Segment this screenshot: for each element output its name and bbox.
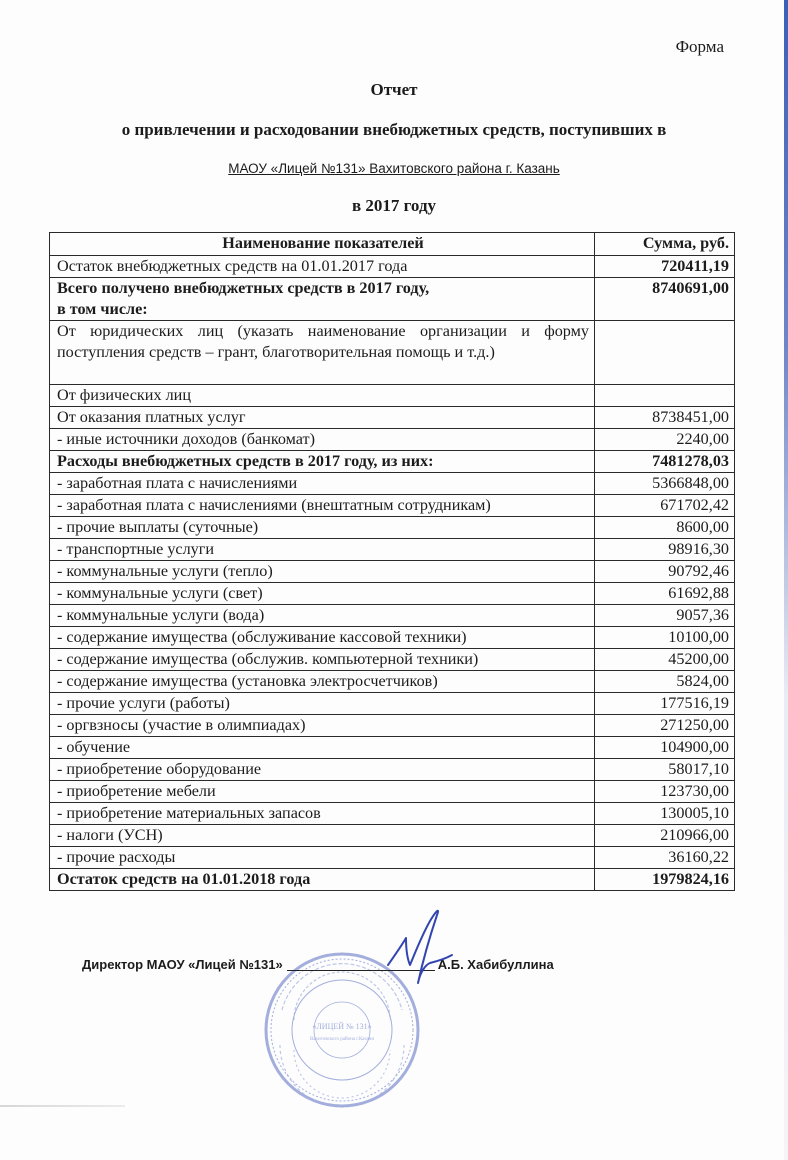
table-row: [50, 278, 735, 321]
table-row: [50, 671, 735, 693]
row-sum: 8740691,00: [595, 278, 735, 321]
table-row: [50, 473, 735, 495]
row-name: Остаток средств на 01.01.2018 года: [50, 869, 595, 891]
row-name: [50, 278, 595, 321]
row-name: - оргвзносы (участие в олимпиадах): [50, 715, 595, 737]
table-row: [50, 605, 735, 627]
row-name: - иные источники доходов (банкомат): [50, 429, 595, 451]
report-title: Отчет: [370, 80, 418, 99]
row-name: - содержание имущества (установка электросчетчиков): [50, 671, 595, 693]
report-table: [49, 232, 735, 891]
row-name-line: Всего получено внебюджетных средств в 2017 году,: [57, 279, 430, 297]
table-row: [50, 385, 735, 407]
table-row: [50, 407, 735, 429]
row-name: - содержание имущества (обслужив. компьютерной техники): [50, 649, 595, 671]
table-row: [50, 847, 735, 869]
row-sum: 1979824,16: [595, 869, 735, 891]
column-header-name: Наименование показателей: [50, 233, 595, 256]
table-row: [50, 451, 735, 473]
table-row: [50, 737, 735, 759]
signature-stroke: [388, 911, 452, 983]
row-name: - приобретение оборудование: [50, 759, 595, 781]
row-name: - приобретение материальных запасов: [50, 803, 595, 825]
row-sum: 61692,88: [595, 583, 735, 605]
scan-edge-strip: [784, 0, 788, 1160]
report-subtitle: о привлечении и расходовании внебюджетных средств, поступивших в: [121, 120, 667, 139]
row-sum: 9057,36: [595, 605, 735, 627]
row-sum: 177516,19: [595, 693, 735, 715]
report-period: в 2017 году: [351, 196, 437, 215]
row-sum: 2240,00: [595, 429, 735, 451]
table-row: [50, 693, 735, 715]
row-sum: 5824,00: [595, 671, 735, 693]
row-name: - прочие выплаты (суточные): [50, 517, 595, 539]
row-sum: 7481278,03: [595, 451, 735, 473]
director-name: А.Б. Хабибуллина: [437, 957, 554, 972]
table-row: [50, 803, 735, 825]
row-name: От физических лиц: [50, 385, 595, 407]
row-name: - заработная плата с начислениями: [50, 473, 595, 495]
table-row: [50, 429, 735, 451]
row-sum: 5366848,00: [595, 473, 735, 495]
row-sum: 123730,00: [595, 781, 735, 803]
row-sum: 58017,10: [595, 759, 735, 781]
table-header-row: [50, 233, 735, 256]
row-name: От юридических лиц (указать наименование организации и форму поступления средств – грант, благотворительная помощь и т.д.): [50, 321, 595, 385]
table-row: [50, 256, 735, 278]
table-row: [50, 495, 735, 517]
row-name: Расходы внебюджетных средств в 2017 году, из них:: [50, 451, 595, 473]
row-name: - содержание имущества (обслуживание кассовой техники): [50, 627, 595, 649]
row-sum: 210966,00: [595, 825, 735, 847]
table-row: [50, 627, 735, 649]
row-name: - обучение: [50, 737, 595, 759]
row-sum: 720411,19: [595, 256, 735, 278]
row-sum: 130005,10: [595, 803, 735, 825]
table-row: [50, 759, 735, 781]
row-sum: 8738451,00: [595, 407, 735, 429]
row-name: - коммунальные услуги (вода): [50, 605, 595, 627]
director-signature-line: [82, 957, 554, 972]
table-row: [50, 781, 735, 803]
table-row: [50, 539, 735, 561]
row-name: - приобретение мебели: [50, 781, 595, 803]
table-row: [50, 583, 735, 605]
row-sum: 10100,00: [595, 627, 735, 649]
form-label: Форма: [675, 37, 724, 56]
row-name: - коммунальные услуги (тепло): [50, 561, 595, 583]
row-name: - транспортные услуги: [50, 539, 595, 561]
table-row: [50, 715, 735, 737]
row-sum: 36160,22: [595, 847, 735, 869]
scan-shadow-line: [0, 1105, 125, 1107]
table-row: [50, 649, 735, 671]
row-sum: 271250,00: [595, 715, 735, 737]
row-name: Остаток внебюджетных средств на 01.01.2017 года: [50, 256, 595, 278]
row-sum: [595, 385, 735, 407]
table-row: [50, 561, 735, 583]
row-sum: 98916,30: [595, 539, 735, 561]
row-sum: 90792,46: [595, 561, 735, 583]
director-label: Директор МАОУ «Лицей №131»: [82, 957, 283, 972]
row-name-line: в том числе:: [57, 300, 148, 318]
row-name: - прочие услуги (работы): [50, 693, 595, 715]
row-name: - прочие расходы: [50, 847, 595, 869]
row-sum: 45200,00: [595, 649, 735, 671]
row-sum: [595, 321, 735, 385]
stamp-center-text: «ЛИЦЕЙ № 131»: [312, 1022, 372, 1031]
organization-text: МАОУ «Лицей №131» Вахитовского района г. Казань: [228, 161, 560, 176]
handwritten-signature: [370, 903, 460, 993]
table-row-total: [50, 869, 735, 891]
row-name: - коммунальные услуги (свет): [50, 583, 595, 605]
table-row: [50, 825, 735, 847]
table-row: [50, 517, 735, 539]
row-name: От оказания платных услуг: [50, 407, 595, 429]
row-name: - налоги (УСН): [50, 825, 595, 847]
table-row: [50, 321, 735, 385]
row-sum: 104900,00: [595, 737, 735, 759]
column-header-sum: Сумма, руб.: [595, 233, 735, 256]
stamp-sub-text: Вахитовского района г.Казани: [309, 1037, 375, 1042]
organization-name: [0, 161, 788, 176]
row-sum: 671702,42: [595, 495, 735, 517]
row-name: - заработная плата с начислениями (внештатным сотрудникам): [50, 495, 595, 517]
row-sum: 8600,00: [595, 517, 735, 539]
